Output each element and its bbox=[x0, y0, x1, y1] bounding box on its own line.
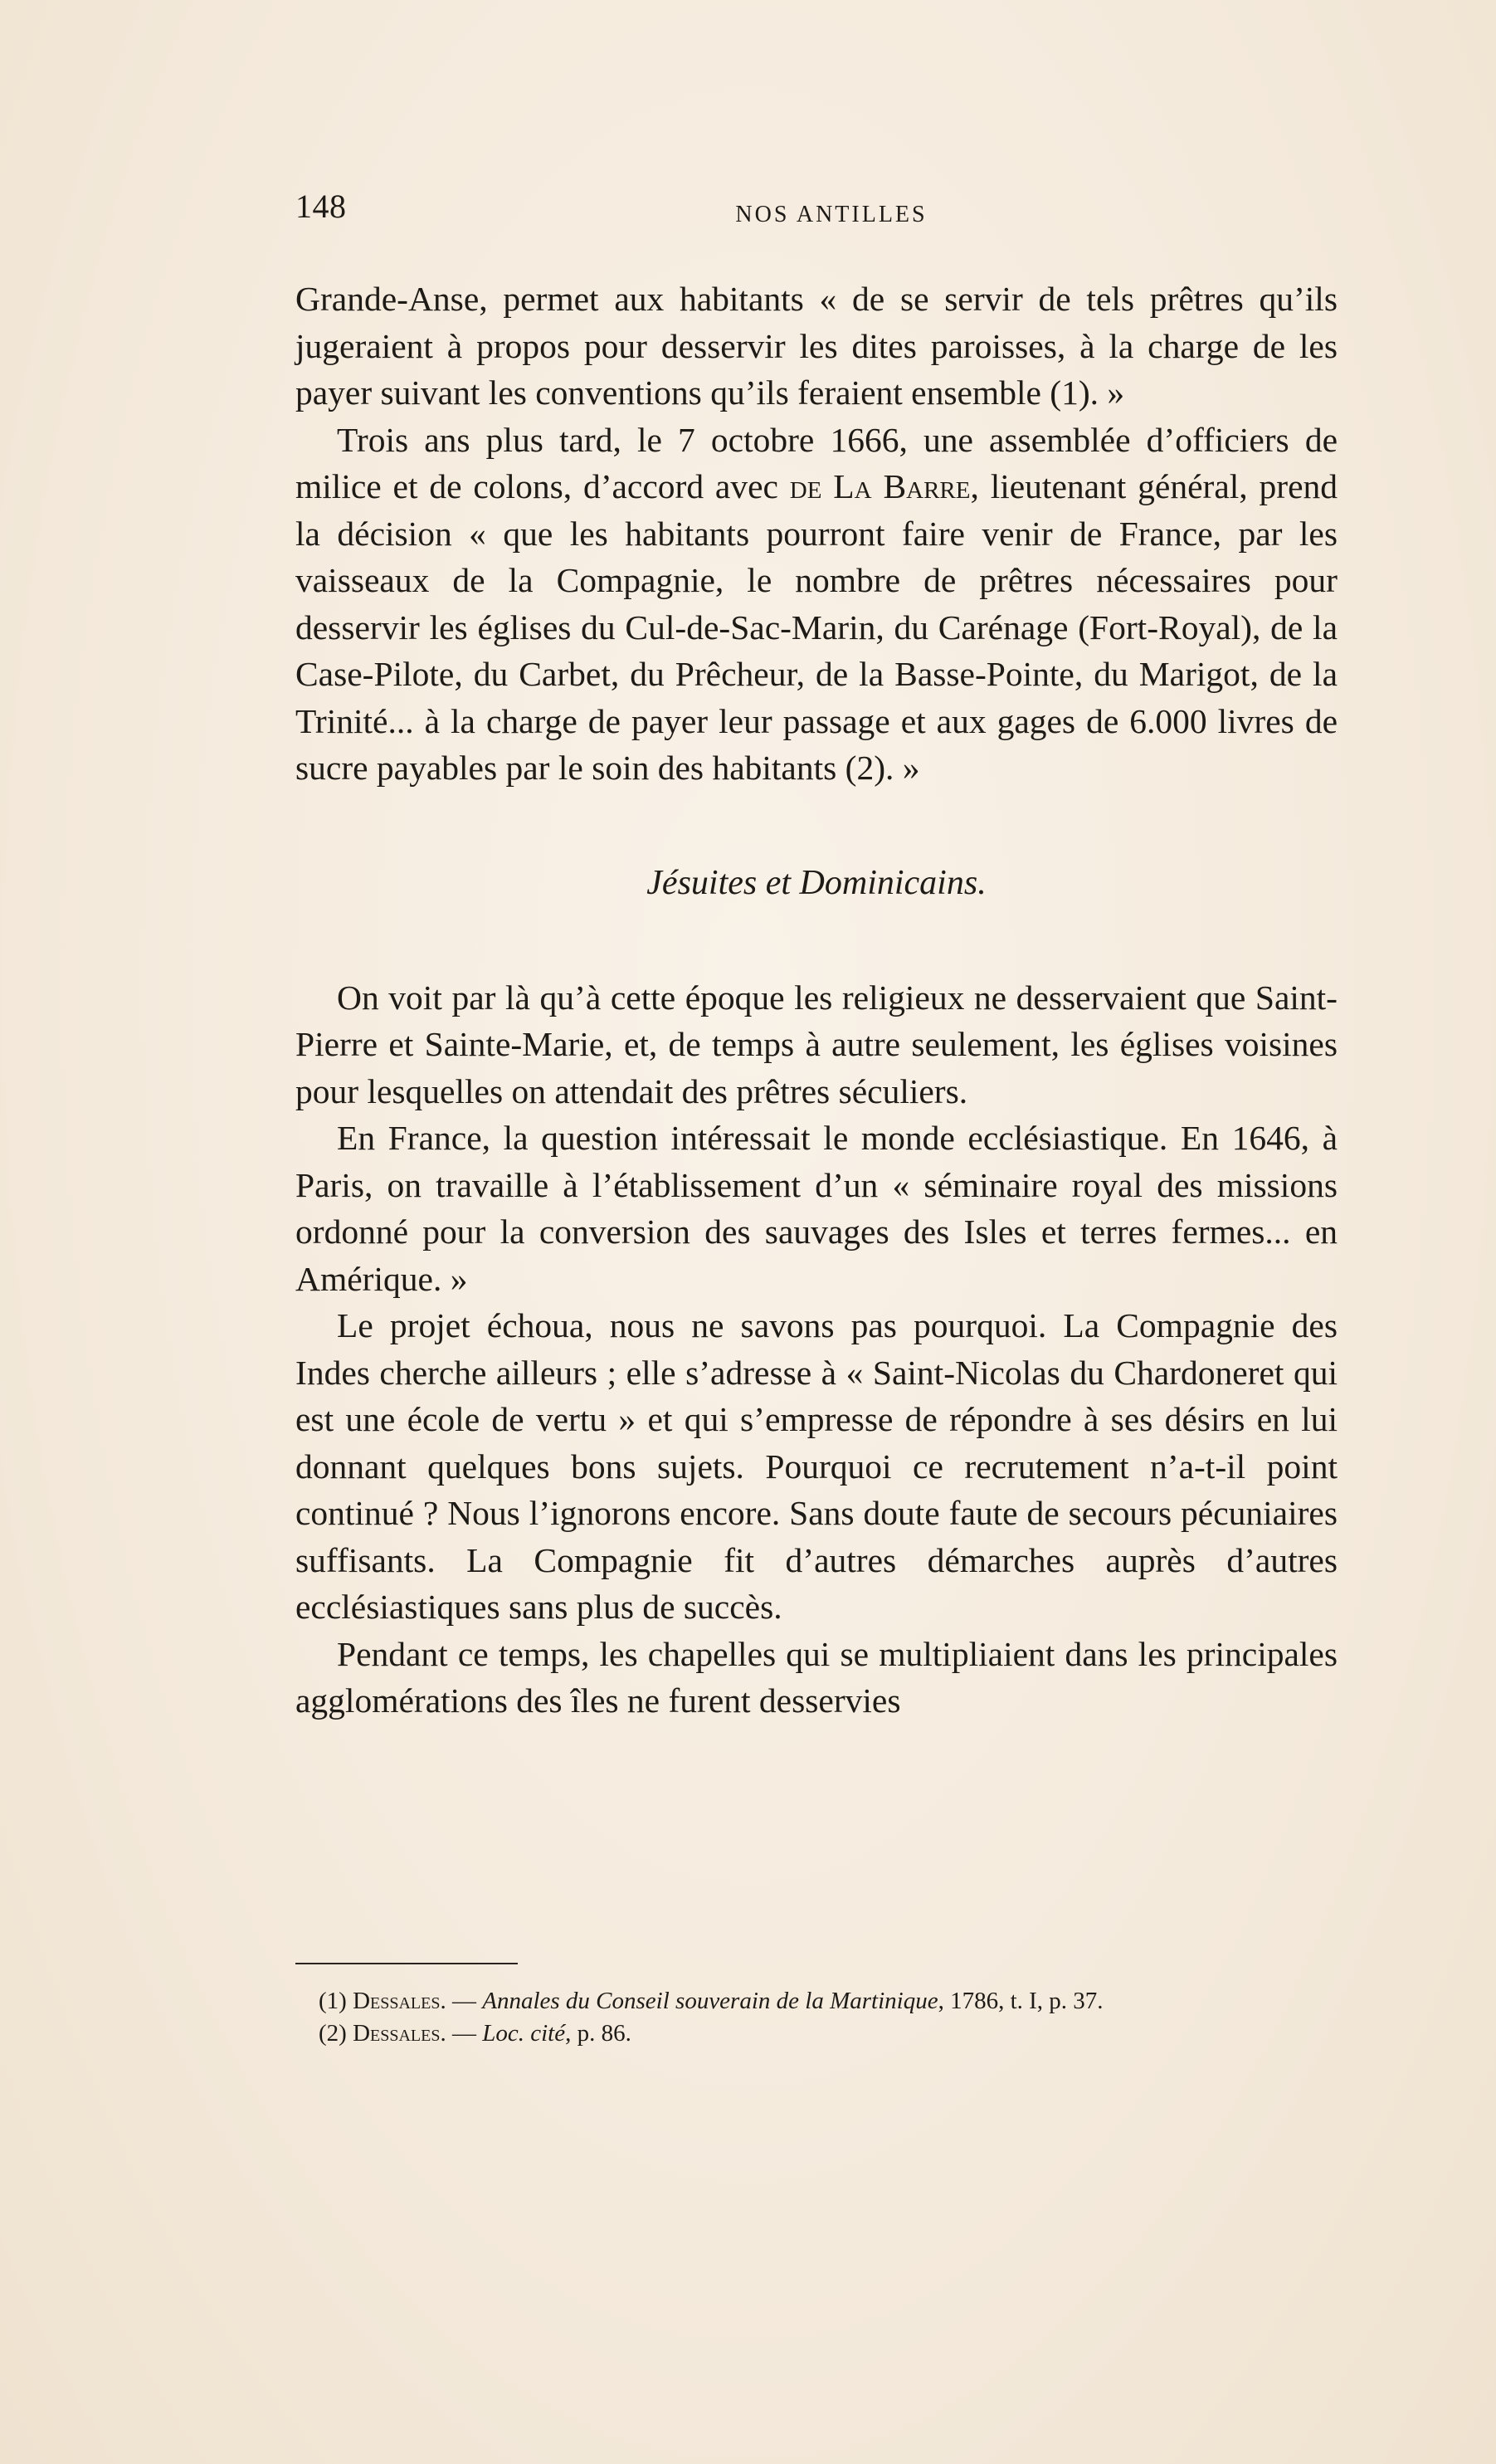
footnote-2 bbox=[295, 2018, 1354, 2050]
footnote-2-number: (2) bbox=[319, 2020, 353, 2047]
paragraph-4: En France, la question intéressait le monde ecclésiastique. En 1646, à Paris, on travaille à l’établissement d’un « séminaire royal des missions ordonné pour la conversion des sauvages des Isles et terres fermes... en Amérique. » bbox=[295, 1119, 1338, 1298]
footnote-2-source: Loc. cité bbox=[482, 2020, 566, 2047]
paragraph-5: Le projet échoua, nous ne savons pas pourquoi. La Compagnie des Indes cherche ailleurs ; elle s’adresse à « Saint-Nicolas du Chardoneret qui est une école de vertu » et qui s’empresse de répondre à ses désirs en lui donnant quelques bons sujets. Pourquoi ce recrutement n’a-t-il point continué ? Nous l’ignorons encore. Sans doute faute de secours pécuniaires suffisants. La Compagnie fit d’autres démarches auprès d’autres ecclésiastiques sans plus de succès. bbox=[295, 1306, 1338, 1626]
footnote-divider bbox=[295, 1963, 518, 1964]
paragraph-2-start: Trois ans plus tard, le 7 octobre 1666, une assemblée d’officiers de milice et de colons, d’accord avec bbox=[295, 420, 1338, 505]
page-header bbox=[295, 187, 1367, 237]
page-number: 148 bbox=[295, 188, 347, 225]
running-title: NOS ANTILLES bbox=[735, 202, 928, 227]
footnote-2-separator: . — bbox=[440, 2020, 483, 2047]
paragraph-2 bbox=[295, 417, 1338, 792]
footnotes bbox=[295, 1985, 1354, 2050]
person-name-de-la-barre: de La Barre bbox=[789, 467, 971, 505]
footnote-1-details: , 1786, t. I, p. 37. bbox=[938, 1988, 1104, 2014]
paragraph-6: Pendant ce temps, les chapelles qui se multipliaient dans les principales agglomérations des îles ne furent desservies bbox=[295, 1634, 1338, 1720]
footnote-2-details: , p. 86. bbox=[565, 2020, 631, 2047]
footnote-1-source: Annales du Conseil souverain de la Martinique bbox=[482, 1988, 938, 2014]
section-heading: Jésuites et Dominicains. bbox=[646, 863, 987, 902]
paragraph-1: Grande-Anse, permet aux habitants « de se servir de tels prêtres qu’ils jugeraient à propos pour desservir les dites paroisses, à la charge de les payer suivant les conventions qu’ils feraient ensemble (1). » bbox=[295, 280, 1338, 412]
footnote-1 bbox=[295, 1985, 1354, 2018]
footnote-1-number: (1) bbox=[319, 1988, 353, 2014]
paragraph-3: On voit par là qu’à cette époque les religieux ne desservaient que Saint-Pierre et Sainte-Marie, et, de temps à autre seulement, les églises voisines pour lesquelles on attendait des prêtres séculiers. bbox=[295, 978, 1338, 1110]
paragraph-2-end: , lieutenant général, prend la décision « que les habitants pourront faire venir de France, par les vaisseaux de la Compagnie, le nombre de prêtres nécessaires pour desservir les églises du Cul-de-Sac-Marin, du Carénage (Fort-Royal), de la Case-Pilote, du Carbet, du Prêcheur, de la Basse-Pointe, du Marigot, de la Trinité... à la charge de payer leur passage et aux gages de 6.000 livres de sucre payables par le soin des habitants (2). » bbox=[295, 467, 1338, 787]
footnote-2-author: Dessales bbox=[353, 2020, 441, 2047]
footnote-1-separator: . — bbox=[440, 1988, 483, 2014]
body-text bbox=[295, 276, 1338, 1725]
footnote-1-author: Dessales bbox=[353, 1988, 441, 2014]
